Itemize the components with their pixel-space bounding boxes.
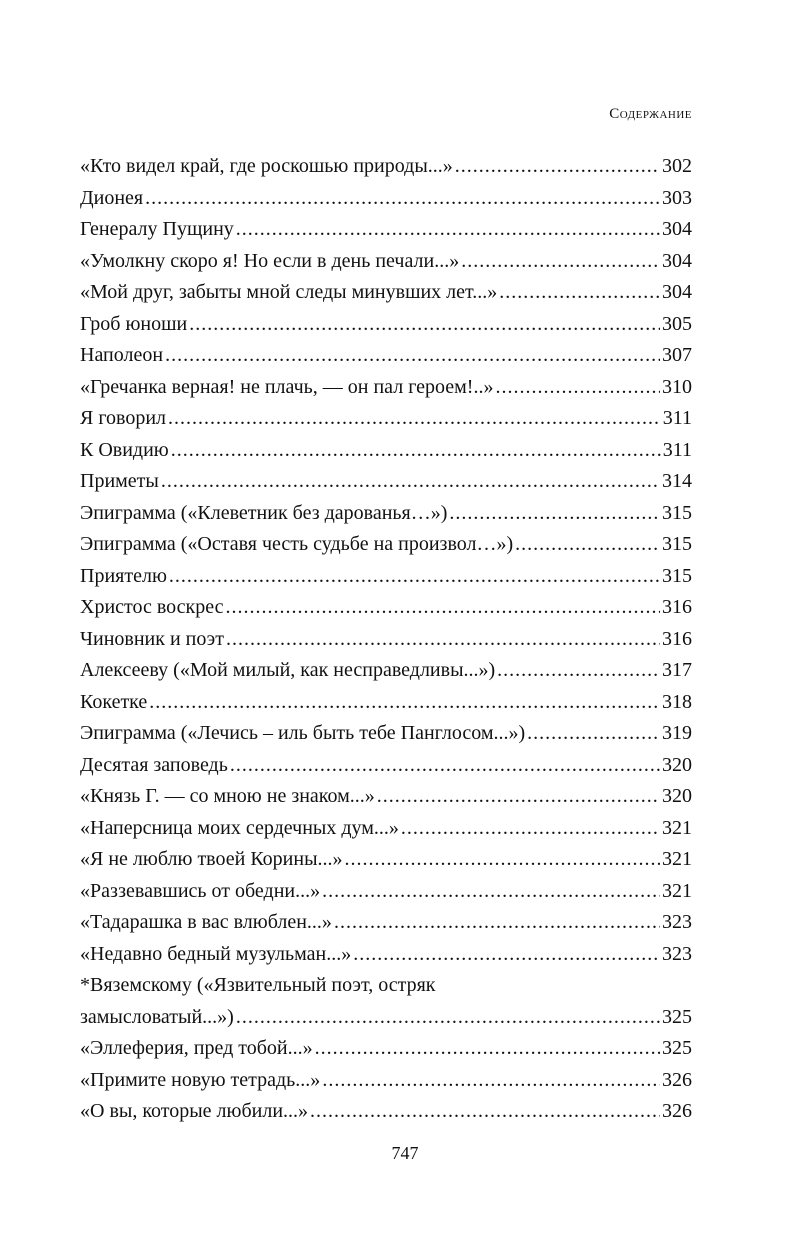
toc-entry-page: 325 [662,1005,692,1028]
toc-entry-title: «Умолкну скоро я! Но если в день печали...» [80,249,460,272]
toc-entry-page: 304 [662,249,692,272]
toc-entry [80,592,692,624]
toc-entry-title: «Тадарашка в вас влюблен...» [80,911,332,933]
toc-entry-page: 320 [662,753,692,776]
toc-entry [80,183,692,215]
dot-leader [165,340,660,372]
toc-entry-page: 314 [662,470,692,492]
toc-entry [80,246,692,278]
dot-leader [322,1065,660,1097]
toc-entry [80,687,692,719]
toc-entry [80,214,692,246]
toc-entry [80,372,692,404]
toc-entry-page: 316 [662,627,692,650]
page-number: 747 [391,1143,419,1163]
toc-entry-title-line-2: замысловатый...») [80,1005,234,1028]
toc-entry [80,1096,692,1128]
dot-leader [401,813,660,845]
toc-entry-title: К Овидию [80,438,169,461]
dot-leader [353,939,660,971]
toc-entry-page: 305 [662,312,692,335]
toc-entry-page: 321 [662,816,692,839]
toc-entry [80,1033,692,1065]
dot-leader [236,1002,660,1034]
toc-entry-page: 325 [662,1037,692,1059]
toc-entry-title: Эпиграмма («Оставя честь судьбе на произвол…») [80,533,514,555]
toc-entry-title: Я говорил [80,407,167,429]
toc-entry-title: Эпиграмма («Лечись – иль быть тебе Панглосом...») [80,722,526,744]
toc-entry-page: 321 [662,879,692,902]
dot-leader [455,151,660,183]
toc-entry [80,876,692,908]
toc-entry [80,403,692,435]
toc-entry-title: Десятая заповедь [80,753,228,776]
toc-entry [80,1002,692,1034]
toc-entry [80,844,692,876]
toc-entry-title: Кокетке [80,690,148,713]
toc-entry-page: 304 [662,281,692,303]
toc-entry-page: 323 [662,911,692,933]
toc-entry-title: Дионея [80,186,144,209]
toc-entry-page: 315 [662,533,692,555]
toc-entry [80,498,692,530]
toc-entry-title: «Раззевавшись от обедни...» [80,879,321,902]
toc-entry-page: 303 [662,186,692,209]
dot-leader [497,655,660,687]
toc-entry-title: «Князь Г. — со мною не знаком...» [80,785,375,807]
dot-leader [345,844,661,876]
toc-entry-title: «О вы, которые любили...» [80,1100,309,1122]
toc-entry-title: Приятелю [80,564,167,587]
toc-entry-title-line-1: *Вяземскому («Язвительный поэт, остряк [80,974,436,996]
toc-entry-page: 326 [662,1100,692,1122]
dot-leader [377,781,660,813]
dot-leader [226,592,660,624]
toc-entry-multiline [80,970,692,1033]
toc-entry [80,1065,692,1097]
toc-entry-title: Наполеон [80,344,164,366]
dot-leader [161,466,660,498]
toc-entry-title: Чиновник и поэт [80,627,224,650]
toc-entry [80,907,692,939]
toc-entry-title: «Я не люблю твоей Корины...» [80,848,343,870]
toc-entry-title: «Недавно бедный музульман...» [80,942,352,965]
dot-leader [499,277,660,309]
toc-entry-title: «Примите новую тетрадь...» [80,1068,321,1091]
toc-entry-title: Гроб юноши [80,312,188,335]
toc-entry [80,718,692,750]
toc-entry-title: «Мой друг, забыты мной следы минувших лет...» [80,281,498,303]
toc-entries [80,1033,692,1128]
toc-entry [80,939,692,971]
dot-leader [461,246,660,278]
toc-entries [80,151,692,970]
dot-leader [527,718,660,750]
toc-entry [80,309,692,341]
toc-entry [80,435,692,467]
toc-entry-page: 318 [662,690,692,713]
toc-entry-page: 307 [662,344,692,366]
toc-entry [80,561,692,593]
toc-entry-page: 317 [662,659,692,681]
toc-entry [80,750,692,782]
toc-entry-page: 316 [662,596,692,618]
toc-entry-title: «Кто видел край, где роскошью природы...» [80,155,453,177]
toc-entry-page: 321 [662,848,692,870]
running-header: Содержание [609,106,692,122]
dot-leader [495,372,660,404]
dot-leader [226,624,660,656]
toc-entry-page: 320 [662,785,692,807]
dot-leader [449,498,660,530]
dot-leader [310,1096,660,1128]
toc-entry [80,466,692,498]
toc-entry-page: 302 [662,155,692,177]
dot-leader [230,750,660,782]
toc-entry-page: 310 [662,375,692,398]
toc-entry [80,340,692,372]
dot-leader [189,309,660,341]
toc-entry [80,277,692,309]
toc-entry [80,624,692,656]
dot-leader [334,907,660,939]
dot-leader [315,1033,660,1065]
dot-leader [171,435,661,467]
dot-leader [322,876,660,908]
toc-entry-page: 315 [662,564,692,587]
dot-leader [168,403,661,435]
toc-entry [80,529,692,561]
toc-entry [80,813,692,845]
toc-entry-page: 323 [662,942,692,965]
toc-entry [80,655,692,687]
toc-entry-title: Приметы [80,470,159,492]
dot-leader [169,561,660,593]
toc-entry-page: 315 [662,501,692,524]
dot-leader [145,183,660,215]
table-of-contents [80,151,692,1128]
toc-entry-title: «Эллеферия, пред тобой...» [80,1037,313,1059]
dot-leader [515,529,660,561]
toc-entry-page: 311 [662,407,692,429]
toc-entry-title: Алексееву («Мой милый, как несправедливы...») [80,659,496,681]
toc-entry-title: «Гречанка верная! не плачь, — он пал героем!..» [80,375,494,398]
toc-entry-title: «Наперсница моих сердечных дум...» [80,816,399,839]
toc-entry-page: 319 [662,722,692,744]
toc-entry-title: Эпиграмма («Клеветник без дарованья…») [80,501,448,524]
toc-entry [80,151,692,183]
toc-entry-page: 304 [662,218,692,240]
toc-entry-page: 311 [662,438,692,461]
dot-leader [236,214,660,246]
toc-entry [80,781,692,813]
toc-entry-title: Генералу Пущину [80,218,234,240]
toc-entry-title: Христос воскрес [80,596,224,618]
toc-entry-page: 326 [662,1068,692,1091]
dot-leader [149,687,660,719]
